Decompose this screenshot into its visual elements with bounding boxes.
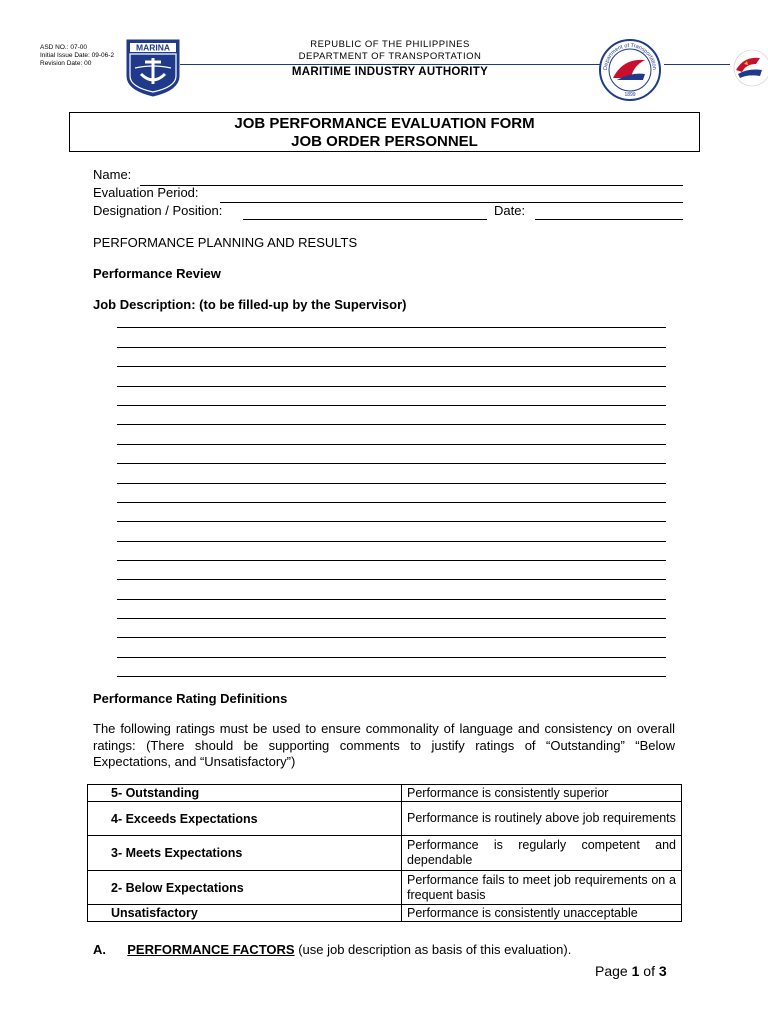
rating-definitions-heading: Performance Rating Definitions xyxy=(93,691,288,706)
evaluation-period-field[interactable] xyxy=(220,202,683,203)
rating-label: 2- Below Expectations xyxy=(88,871,402,905)
header-department: DEPARTMENT OF TRANSPORTATION xyxy=(298,51,482,62)
initial-issue-date: Initial Issue Date: 09-06-2 xyxy=(40,52,115,59)
table-row xyxy=(88,802,682,836)
rating-description: Performance is regularly competent and dependable xyxy=(402,836,682,871)
dotr-seal-icon xyxy=(597,38,663,102)
rating-description: Performance is consistently unacceptable xyxy=(402,905,682,922)
rating-label: 4- Exceeds Expectations xyxy=(88,802,402,836)
section-letter: A. xyxy=(93,942,106,957)
table-row xyxy=(88,871,682,905)
rating-description: Performance is routinely above job requirements xyxy=(402,802,682,836)
job-description-line[interactable] xyxy=(117,405,666,406)
job-description-line[interactable] xyxy=(117,618,666,619)
marina-logo-icon xyxy=(125,38,181,98)
evaluation-period-label: Evaluation Period: xyxy=(93,185,199,200)
header-divider-right xyxy=(664,64,730,65)
job-description-line[interactable] xyxy=(117,599,666,600)
performance-review-heading: Performance Review xyxy=(93,266,221,281)
page-current: 1 xyxy=(631,963,640,979)
job-description-line[interactable] xyxy=(117,579,666,580)
job-description-line[interactable] xyxy=(117,444,666,445)
svg-text:Department of Transportation: Department of Transportation xyxy=(602,42,658,71)
job-description-heading: Job Description: (to be filled-up by the Supervisor) xyxy=(93,297,407,312)
rating-label: Unsatisfactory xyxy=(88,905,402,922)
job-description-line[interactable] xyxy=(117,560,666,561)
partial-logo-icon xyxy=(730,48,768,88)
job-description-line[interactable] xyxy=(117,424,666,425)
rating-description: Performance fails to meet job requirements on a frequent basis xyxy=(402,871,682,905)
table-row xyxy=(88,785,682,802)
page-number xyxy=(595,963,667,979)
designation-field[interactable] xyxy=(243,219,487,220)
rating-instructions: The following ratings must be used to ensure commonality of language and consistency on overall ratings: (There should be supporting comments to justify ratings of “Outstanding” “Below Expectations, and “Unsatisfactory”) xyxy=(93,721,675,769)
revision-date: Revision Date: 00 xyxy=(40,60,92,67)
header-republic: REPUBLIC OF THE PHILIPPINES xyxy=(310,39,470,50)
form-title-box xyxy=(69,112,700,152)
document-control-info xyxy=(40,44,114,68)
header-divider xyxy=(180,64,600,65)
name-label: Name: xyxy=(93,167,132,182)
table-row xyxy=(88,836,682,871)
page-prefix: Page xyxy=(595,963,632,979)
job-description-line[interactable] xyxy=(117,657,666,658)
job-description-line[interactable] xyxy=(117,366,666,367)
svg-text:MARINA: MARINA xyxy=(136,42,170,53)
rating-label: 3- Meets Expectations xyxy=(88,836,402,871)
rating-definitions-table xyxy=(87,784,682,922)
job-description-line[interactable] xyxy=(117,347,666,348)
job-description-line[interactable] xyxy=(117,676,666,677)
header-agency: MARITIME INDUSTRY AUTHORITY xyxy=(291,66,489,78)
performance-factors-heading: PERFORMANCE FACTORS xyxy=(127,942,295,957)
job-description-line[interactable] xyxy=(117,637,666,638)
date-label: Date: xyxy=(494,203,526,218)
form-subtitle: JOB ORDER PERSONNEL xyxy=(291,133,478,150)
job-description-line[interactable] xyxy=(117,327,666,328)
name-field[interactable] xyxy=(140,185,683,186)
performance-planning-heading: PERFORMANCE PLANNING AND RESULTS xyxy=(93,235,358,250)
form-title: JOB PERFORMANCE EVALUATION FORM xyxy=(234,115,535,132)
table-row xyxy=(88,905,682,922)
doc-number: ASD NO.: 07-00 xyxy=(40,44,87,51)
performance-factors-note: (use job description as basis of this evaluation). xyxy=(294,942,572,957)
page-of: of xyxy=(639,963,659,979)
designation-label: Designation / Position: xyxy=(93,203,223,218)
job-description-line[interactable] xyxy=(117,541,666,542)
job-description-line[interactable] xyxy=(117,521,666,522)
job-description-line[interactable] xyxy=(117,483,666,484)
rating-label: 5- Outstanding xyxy=(88,785,402,802)
job-description-line[interactable] xyxy=(117,463,666,464)
job-description-line[interactable] xyxy=(117,502,666,503)
rating-description: Performance is consistently superior xyxy=(402,785,682,802)
date-field[interactable] xyxy=(535,219,683,220)
svg-text:1899: 1899 xyxy=(624,92,636,98)
performance-factors-line xyxy=(93,942,571,957)
page-total: 3 xyxy=(658,963,667,979)
job-description-line[interactable] xyxy=(117,386,666,387)
